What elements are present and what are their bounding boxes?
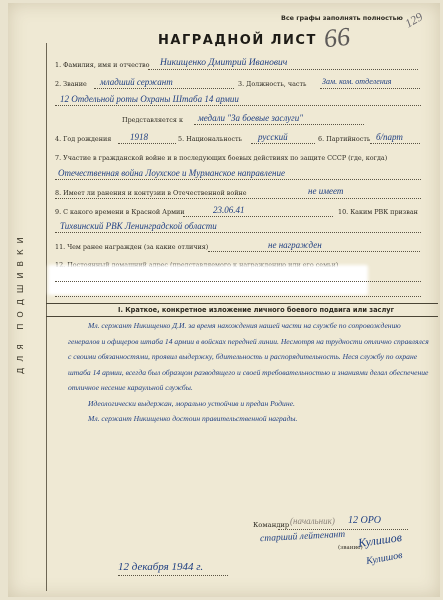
merit-paragraph-3: Мл. сержант Никищенко достоин правительственной награды. — [88, 414, 298, 423]
field-2-line — [94, 88, 234, 89]
merit-description — [68, 318, 430, 427]
field-6-label: 6. Партийность — [318, 135, 371, 143]
field-2-label: 2. Звание — [55, 80, 87, 88]
nominated-line — [194, 124, 364, 125]
date-handwriting: 12 декабря 1944 г. — [118, 561, 204, 573]
field-10-label: 10. Каким РВК призван — [338, 208, 418, 216]
field-5-value: русский — [258, 132, 288, 142]
field-10-line — [55, 232, 421, 233]
field-11-line — [208, 251, 420, 252]
rank-label: (звание) — [338, 545, 363, 551]
field-11-value: не награжден — [268, 240, 322, 250]
field-4-label: 4. Год рождения — [55, 135, 112, 143]
archive-number: 66 — [322, 21, 352, 54]
award-sheet — [8, 3, 440, 597]
field-3-value-2: 12 Отдельной роты Охраны Штаба 14 армии — [60, 94, 239, 104]
section-rule-top — [46, 303, 438, 304]
field-1-value: Никищенко Дмитрий Иванович — [160, 58, 288, 68]
field-3-value: Зам. ком. отделения — [322, 77, 392, 86]
field-5-line — [251, 143, 315, 144]
field-3-line — [320, 88, 420, 89]
nominated-label: Представляется к — [122, 116, 183, 124]
field-8-value: не имеет — [308, 186, 344, 196]
field-7-label: 7. Участие в гражданской войне и в последующих боевых действиях по защите СССР (где, когда) — [55, 154, 388, 162]
top-note: Все графы заполнять полностью — [281, 14, 403, 22]
field-9-value: 23.06.41 — [213, 205, 245, 215]
field-9-line — [183, 216, 333, 217]
commander-chief-handwriting: (начальник) — [290, 516, 335, 526]
rank-handwriting: старший лейтенант — [259, 529, 346, 545]
field-12-line — [55, 281, 421, 282]
field-10-value: Тихвинский РВК Ленинградской области — [60, 221, 217, 231]
section-rule-bottom — [46, 316, 438, 317]
section-heading: I. Краткое, конкретное изложение личного боевого подвига или заслуг — [118, 306, 395, 314]
field-7-line-2 — [55, 198, 421, 199]
field-6-line — [370, 143, 420, 144]
signature-2: Кулишов — [365, 549, 404, 568]
field-9-label: 9. С какого времени в Красной Армии — [55, 208, 185, 216]
corner-number: 129 — [402, 9, 426, 31]
commander-unit: 12 ОРО — [348, 515, 381, 526]
nominated-value: медали "За боевые заслуги" — [198, 113, 303, 123]
signature-1: Кулишов — [357, 530, 403, 550]
merit-paragraph-2: Идеологически выдержан, морально устойчив и предан Родине. — [88, 398, 295, 408]
field-2-value: младший сержант — [100, 77, 173, 87]
side-label: ДЛЯ ПОДШИВКИ — [16, 231, 25, 375]
field-5-label: 5. Национальность — [178, 135, 243, 143]
field-4-value: 1918 — [130, 132, 148, 142]
field-1-label: 1. Фамилия, имя и отчество — [55, 61, 150, 69]
field-6-value: б/парт — [376, 132, 403, 142]
merit-paragraph-1: Мл. сержант Никищенко Д.И. за время нахождения нашей части на службе по сопровождению генералов и офицеров штаба 14 армии в войсках передней линии. Несмотря на трудности отлично справлялся с своими обязанностями, проявил выдержку, бдительность и распорядительность. Неся службу по охране штаба 14 армии, всегда был образцом разводящего и своей требовательностью и знаниями делал обеспечение отличное несение караульной службы. — [68, 321, 429, 392]
page-title: НАГРАДНОЙ ЛИСТ — [158, 33, 317, 48]
date-line — [118, 575, 228, 576]
field-7-line — [55, 179, 421, 180]
field-8-label: 8. Имеет ли ранения и контузии в Отечественной войне — [55, 189, 247, 197]
field-11-label: 11. Чем ранее награжден (за какие отличия) — [55, 243, 209, 251]
redacted-address — [48, 265, 368, 295]
margin-line — [46, 43, 47, 591]
field-3-line-2 — [55, 105, 421, 106]
field-12-line-2 — [55, 296, 421, 297]
field-3-label: 3. Должность, часть — [238, 80, 307, 88]
field-1-line — [148, 69, 418, 70]
field-7-value: Отечественная война Лоухское и Мурманское направление — [58, 168, 285, 178]
commander-label: Командир — [253, 521, 290, 529]
field-4-line — [118, 143, 176, 144]
